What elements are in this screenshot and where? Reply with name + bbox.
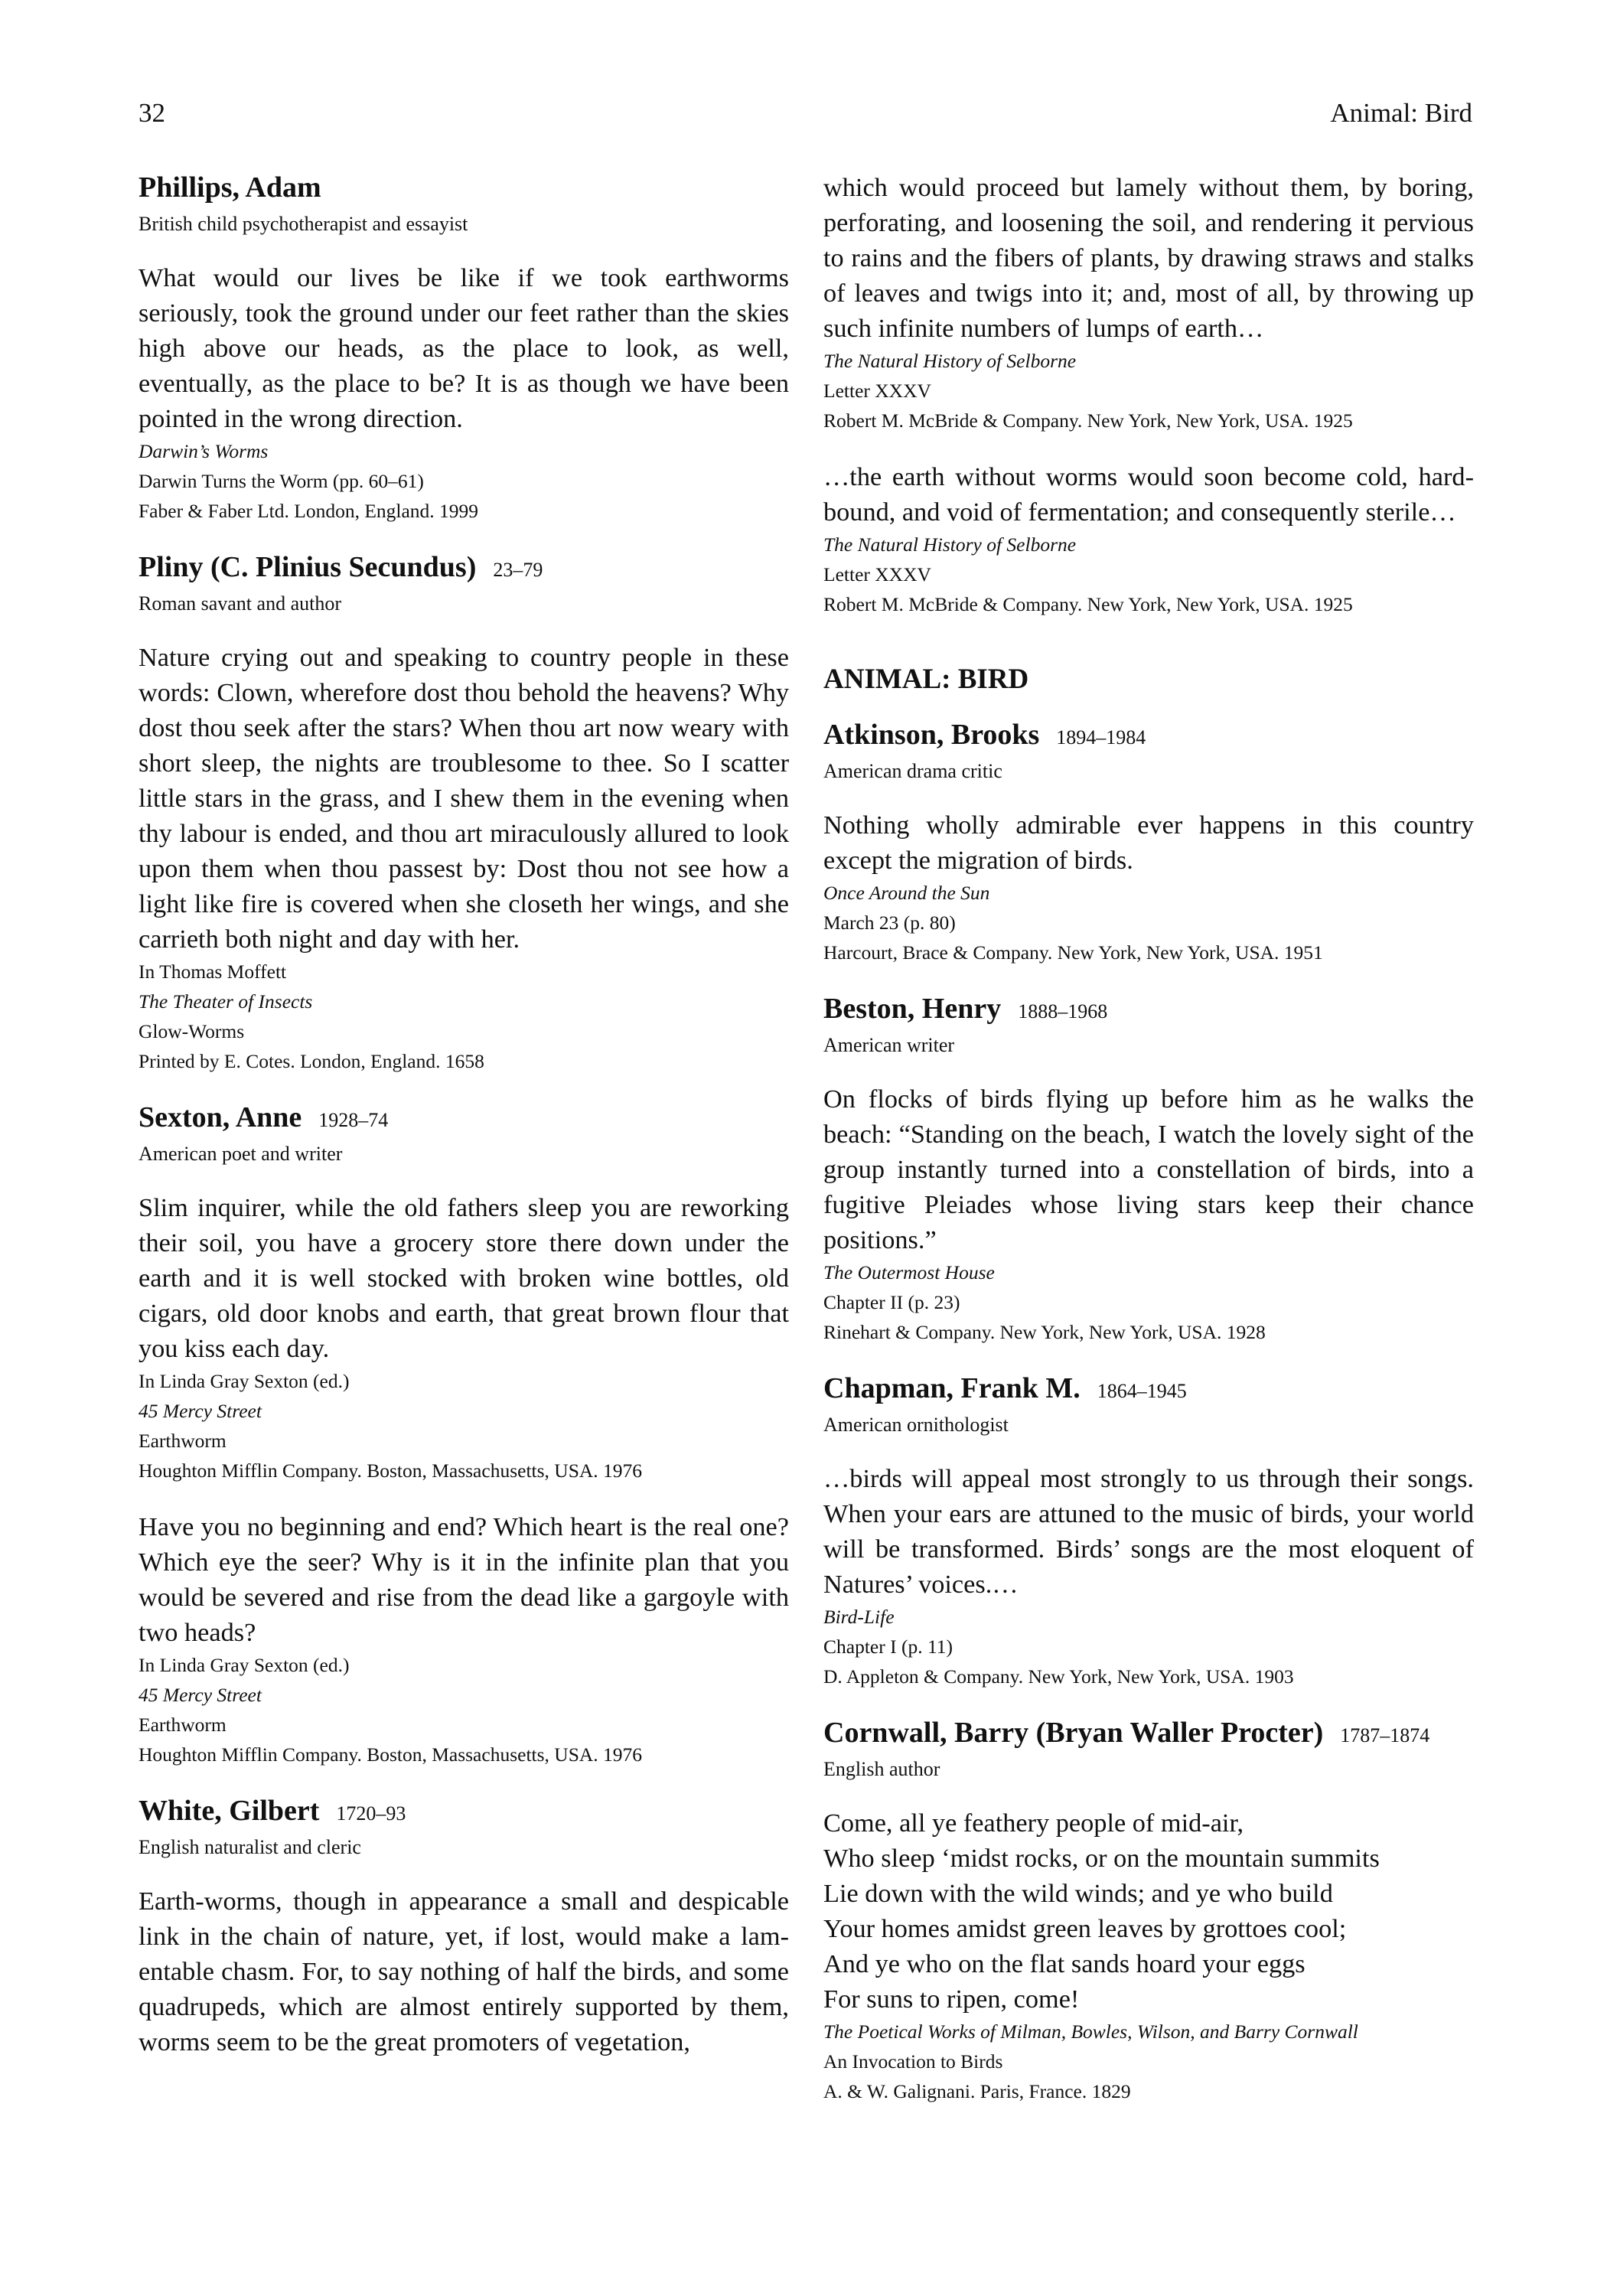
author-dates: 23–79: [493, 559, 543, 581]
author-entry: [823, 1371, 1474, 1691]
quote: [823, 1081, 1474, 1347]
citation-line: Chapter II (p. 23): [823, 1291, 960, 1313]
author-entry: [823, 717, 1474, 967]
citation-line: Faber & Faber Ltd. London, England. 1999: [139, 500, 479, 522]
author-entry: [823, 1715, 1474, 2106]
citation-source-title: 45 Mercy Street: [139, 1684, 262, 1706]
author-name: Sexton, Anne: [139, 1101, 302, 1133]
quote: [823, 1805, 1474, 2106]
quote-text: Come, all ye feathery people of mid-air, Who sleep ‘midst rocks, or on the mountain summits Lie down with the wild winds; and ye who build Your homes amidst green leaves by grottoes cool; And ye who on the flat sands hoard your eggs For suns to ripen, come!: [823, 1808, 1380, 2014]
citation-source-title: The Outermost House: [823, 1261, 995, 1283]
author-name: White, Gilbert: [139, 1795, 320, 1827]
citation-line: A. & W. Galignani. Paris, France. 1829: [823, 2080, 1131, 2102]
quote-text: Earth-worms, though in appearance a small and despicable link in the chain of nature, yet, if lost, would make a lamentable chasm. For, to say nothing of half the birds, and some quadrupeds, which are almost entirely supported by them, worms seem to be the great promoters of vegetation,: [139, 1887, 789, 2056]
citation-source-title: The Natural History of Selborne: [823, 533, 1077, 556]
author-heading: [823, 1371, 1474, 1412]
author-dates: 1787–1874: [1340, 1724, 1430, 1746]
author-dates: 1720–93: [336, 1802, 406, 1825]
citation-source-title: Bird-Life: [823, 1606, 895, 1628]
author-name: Atkinson, Brooks: [823, 719, 1040, 751]
right-entries: [823, 717, 1474, 2106]
left-column: [139, 170, 789, 2083]
author-descriptor: American ornithologist: [823, 1414, 1009, 1436]
citation-line: Chapter I (p. 11): [823, 1636, 953, 1658]
quote-text: Have you no beginning and end? Which heart is the real one? Which eye the seer? Why is it in the infinite plan that you would be severed and rise from the dead like a gargoyle with two heads?: [139, 1512, 789, 1647]
author-name: Chapman, Frank M.: [823, 1372, 1081, 1404]
quote-text: On flocks of birds flying up before him as he walks the beach: “Standing on the beach, I watch the lovely sight of the group instantly turned into a constellation of birds, into a fugitive Pleiades whose living stars keep their chance positions.”: [823, 1084, 1474, 1254]
author-entry: [139, 1100, 789, 1769]
citation-line: Harcourt, Brace & Company. New York, New York, USA. 1951: [823, 941, 1323, 964]
citation-line: In Thomas Moffett: [139, 960, 287, 983]
citation-line: Robert M. McBride & Company. New York, New York, USA. 1925: [823, 409, 1353, 432]
author-descriptor: American writer: [823, 1034, 955, 1056]
citation-line: Letter XXXV: [823, 563, 931, 585]
citation-line: Letter XXXV: [823, 380, 931, 402]
citation-line: In Linda Gray Sexton (ed.): [139, 1370, 350, 1392]
quote: [139, 1190, 789, 1486]
citation-source-title: Once Around the Sun: [823, 882, 990, 904]
author-entry: [139, 1793, 789, 2060]
quote-text: …the earth without worms would soon become cold, hardbound, and void of fermentation; and consequently sterile…: [823, 462, 1474, 527]
quote-text: …birds will appeal most strongly to us through their songs. When your ears are attuned to the music of birds, your world will be transformed. Birds’ songs are the most eloquent of Natures’ voices.…: [823, 1464, 1474, 1599]
author-name: Beston, Henry: [823, 993, 1002, 1025]
citation-source-title: The Natural History of Selborne: [823, 350, 1077, 372]
quote-text: What would our lives be like if we took earthworms seriously, took the ground under our feet rather than the skies high above our heads, as the place to look, as well, eventually, as the place to be? It is as though we have been pointed in the wrong direction.: [139, 263, 789, 433]
citation-line: Robert M. McBride & Company. New York, New York, USA. 1925: [823, 593, 1353, 615]
author-descriptor: British child psychotherapist and essayist: [139, 213, 468, 235]
quote: [139, 640, 789, 1076]
author-dates: 1864–1945: [1097, 1380, 1187, 1402]
quote: [823, 807, 1474, 967]
author-dates: 1888–1968: [1018, 1000, 1108, 1022]
quote: [823, 170, 1474, 435]
running-section-title: Animal: Bird: [1330, 98, 1472, 128]
author-heading: [823, 1715, 1474, 1756]
author-descriptor: English naturalist and cleric: [139, 1836, 361, 1858]
section-heading: ANIMAL: BIRD: [823, 664, 1029, 695]
author-heading: [139, 170, 789, 211]
author-heading: [139, 1100, 789, 1141]
author-heading: [139, 1793, 789, 1835]
quote-text: Nature crying out and speaking to country people in these words: Clown, wherefore dost thou behold the heavens? Why dost thou seek after the stars? When thou art now weary with short sleep, the nights are troublesome to thee. So I scatter little stars in the grass, and I shew them in the evening when thy labour is ended, and thou art miraculously allured to look upon them when thou passest by: Dost thou not see how a light like fire is covered when she closeth her wings, and she carrieth both night and day with her.: [139, 643, 789, 954]
author-name: Cornwall, Barry (Bryan Waller Procter): [823, 1717, 1324, 1749]
citation-source-title: The Poetical Works of Milman, Bowles, Wilson, and Barry Cornwall: [823, 2020, 1358, 2043]
author-descriptor: Roman savant and author: [139, 592, 341, 615]
quote: [139, 1509, 789, 1769]
citation-line: Houghton Mifflin Company. Boston, Massachusetts, USA. 1976: [139, 1459, 643, 1482]
author-descriptor: American drama critic: [823, 760, 1002, 782]
author-entry: [139, 170, 789, 526]
quote-text: which would proceed but lamely without them, by boring, perforating, and loosening the soil, and rendering it pervious to rains and the fibers of plants, by drawing straws and stalks of leaves and twigs into it; and, most of all, by throwing up such infinite numbers of lumps of earth…: [823, 173, 1474, 343]
citation-line: Darwin Turns the Worm (pp. 60–61): [139, 470, 424, 492]
page-number: 32: [139, 98, 165, 128]
author-dates: 1928–74: [318, 1109, 389, 1131]
citation-line: In Linda Gray Sexton (ed.): [139, 1654, 350, 1676]
citation-line: Earthworm: [139, 1430, 227, 1452]
citation-line: Houghton Mifflin Company. Boston, Massachusetts, USA. 1976: [139, 1743, 643, 1766]
author-heading: [139, 550, 789, 591]
citation-line: Glow-Worms: [139, 1020, 245, 1042]
author-heading: [823, 717, 1474, 758]
quote: [139, 260, 789, 526]
citation-source-title: Darwin’s Worms: [139, 440, 269, 462]
citation-line: Earthworm: [139, 1714, 227, 1736]
citation-source-title: The Theater of Insects: [139, 990, 313, 1013]
quote: [823, 459, 1474, 619]
quote: [823, 1461, 1474, 1691]
quote-text: Slim inquirer, while the old fathers sleep you are reworking their soil, you have a grocery store there down under the earth and it is well stocked with broken wine bottles, old cigars, old door knobs and earth, that great brown flour that you kiss each day.: [139, 1193, 789, 1363]
author-dates: 1894–1984: [1056, 726, 1146, 748]
author-descriptor: American poet and writer: [139, 1143, 343, 1165]
author-name: Pliny (C. Plinius Secundus): [139, 551, 477, 583]
continued-entry: [823, 170, 1474, 619]
author-name: Phillips, Adam: [139, 171, 321, 204]
citation-line: D. Appleton & Company. New York, New York, USA. 1903: [823, 1665, 1294, 1688]
citation-line: Rinehart & Company. New York, New York, USA. 1928: [823, 1321, 1266, 1343]
author-entry: [823, 991, 1474, 1347]
citation-line: March 23 (p. 80): [823, 912, 956, 934]
author-entry: [139, 550, 789, 1076]
author-heading: [823, 991, 1474, 1032]
citation-source-title: 45 Mercy Street: [139, 1400, 262, 1422]
citation-line: Printed by E. Cotes. London, England. 1658: [139, 1050, 484, 1072]
citation-line: An Invocation to Birds: [823, 2050, 1003, 2073]
quote-text: Nothing wholly admirable ever happens in this country except the migration of birds.: [823, 810, 1474, 875]
quote: [139, 1883, 789, 2060]
right-column: [823, 170, 1474, 2130]
author-descriptor: English author: [823, 1758, 940, 1780]
